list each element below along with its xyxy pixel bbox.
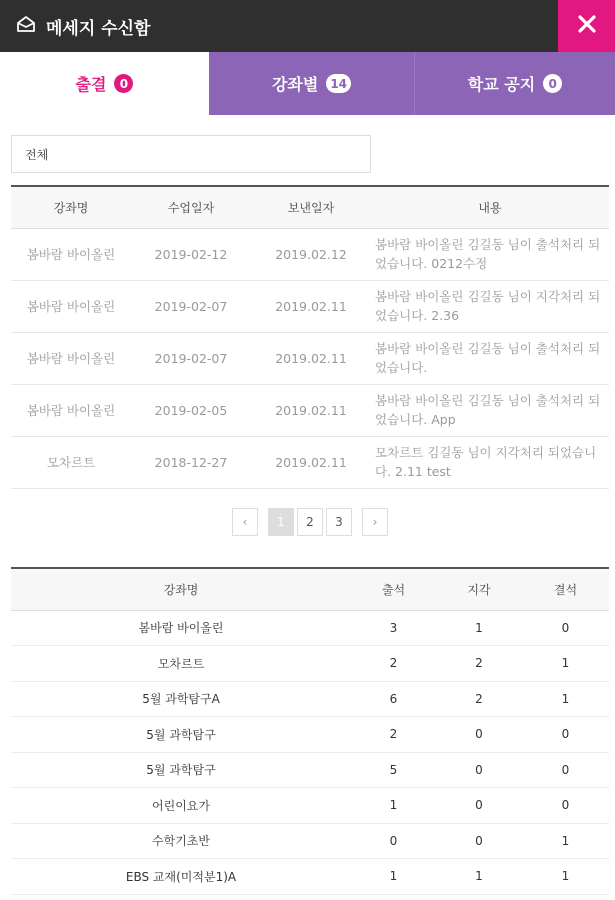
cell-course: 5월 과학탐구A [11,681,351,717]
cell-late: 0 [436,823,522,859]
cell-course: 봄바람 바이올린 [11,384,131,436]
table-row[interactable] [11,332,609,384]
attendance-summary-table [11,567,609,895]
cell-absent: 1 [522,823,609,859]
page-title: 메세지 수신함 [46,18,151,39]
column-header-absent: 결석 [522,568,609,610]
next-page-button[interactable] [362,508,388,536]
table-row [11,681,609,717]
cell-class-date: 2019-02-12 [131,228,251,280]
cell-late: 2 [436,681,522,717]
cell-sent-date: 2019.02.11 [251,384,371,436]
column-header-course: 강좌명 [11,186,131,228]
cell-course: EBS 교재(미적분1)A [11,859,351,895]
tab-bar [0,52,615,115]
table-row[interactable] [11,228,609,280]
header-title-group [16,0,150,52]
pagination [232,508,391,536]
table-row [11,646,609,682]
cell-present: 2 [351,646,436,682]
page-button-2[interactable]: 2 [297,508,323,536]
table-row[interactable] [11,384,609,436]
cell-course: 봄바람 바이올린 [11,280,131,332]
table-row [11,859,609,895]
cell-late: 0 [436,752,522,788]
tab-label: 출결 [75,75,107,94]
cell-late: 0 [436,788,522,824]
cell-absent: 1 [522,859,609,895]
filter-value: 전체 [25,147,49,162]
tab-count-badge: 14 [326,74,351,93]
tab-count-badge: 0 [114,74,133,93]
cell-course: 5월 과학탐구 [11,717,351,753]
cell-class-date: 2019-02-07 [131,332,251,384]
cell-content: 봄바람 바이올린 김길동 님이 출석처리 되었습니다. App [371,384,609,436]
tab-label: 강좌별 [271,75,319,94]
tab-label: 학교 공지 [467,75,536,94]
cell-absent: 1 [522,681,609,717]
tab-count-badge: 0 [543,74,562,93]
chevron-left-icon: ‹ [242,515,248,529]
cell-absent: 0 [522,752,609,788]
table-row [11,610,609,646]
cell-absent: 0 [522,610,609,646]
tab-by-course[interactable] [209,52,414,115]
cell-present: 2 [351,717,436,753]
cell-sent-date: 2019.02.11 [251,332,371,384]
cell-course: 봄바람 바이올린 [11,610,351,646]
cell-present: 6 [351,681,436,717]
cell-absent: 0 [522,788,609,824]
column-header-sent-date: 보낸일자 [251,186,371,228]
close-button[interactable] [558,0,615,52]
table-row [11,823,609,859]
table-row[interactable] [11,280,609,332]
cell-course: 봄바람 바이올린 [11,228,131,280]
cell-content: 봄바람 바이올린 김길동 님이 지각처리 되었습니다. 2.36 [371,280,609,332]
modal-header [0,0,615,52]
column-header-class-date: 수업일자 [131,186,251,228]
tab-attendance[interactable] [0,52,209,115]
cell-sent-date: 2019.02.11 [251,280,371,332]
cell-sent-date: 2019.02.11 [251,436,371,488]
table-row[interactable] [11,436,609,488]
cell-late: 1 [436,610,522,646]
cell-late: 1 [436,859,522,895]
cell-class-date: 2018-12-27 [131,436,251,488]
table-row [11,717,609,753]
cell-present: 5 [351,752,436,788]
envelope-open-icon [16,15,36,37]
cell-course: 어린이요가 [11,788,351,824]
cell-class-date: 2019-02-05 [131,384,251,436]
cell-course: 수학기초반 [11,823,351,859]
chevron-right-icon: › [372,515,378,529]
table-row [11,788,609,824]
cell-present: 1 [351,788,436,824]
cell-sent-date: 2019.02.12 [251,228,371,280]
close-icon[interactable] [577,14,597,38]
cell-content: 봄바람 바이올린 김길동 님이 출석처리 되었습니다. [371,332,609,384]
table-header-row [11,186,609,228]
cell-course: 모차르트 [11,436,131,488]
cell-absent: 0 [522,717,609,753]
cell-course: 모차르트 [11,646,351,682]
course-filter-select[interactable] [11,135,371,173]
column-header-content: 내용 [371,186,609,228]
tab-school-notice[interactable] [414,52,615,115]
message-table [11,185,609,489]
cell-class-date: 2019-02-07 [131,280,251,332]
cell-content: 모차르트 김길동 님이 지각처리 되었습니다. 2.11 test [371,436,609,488]
cell-present: 0 [351,823,436,859]
cell-present: 3 [351,610,436,646]
page-button-3[interactable]: 3 [326,508,352,536]
table-row [11,752,609,788]
cell-late: 0 [436,717,522,753]
cell-present: 1 [351,859,436,895]
page-button-1[interactable]: 1 [268,508,294,536]
cell-late: 2 [436,646,522,682]
cell-absent: 1 [522,646,609,682]
prev-page-button[interactable] [232,508,258,536]
cell-content: 봄바람 바이올린 김길동 님이 출석처리 되었습니다. 0212수정 [371,228,609,280]
cell-course: 5월 과학탐구 [11,752,351,788]
column-header-present: 출석 [351,568,436,610]
table-header-row [11,568,609,610]
column-header-course: 강좌명 [11,568,351,610]
column-header-late: 지각 [436,568,522,610]
cell-course: 봄바람 바이올린 [11,332,131,384]
